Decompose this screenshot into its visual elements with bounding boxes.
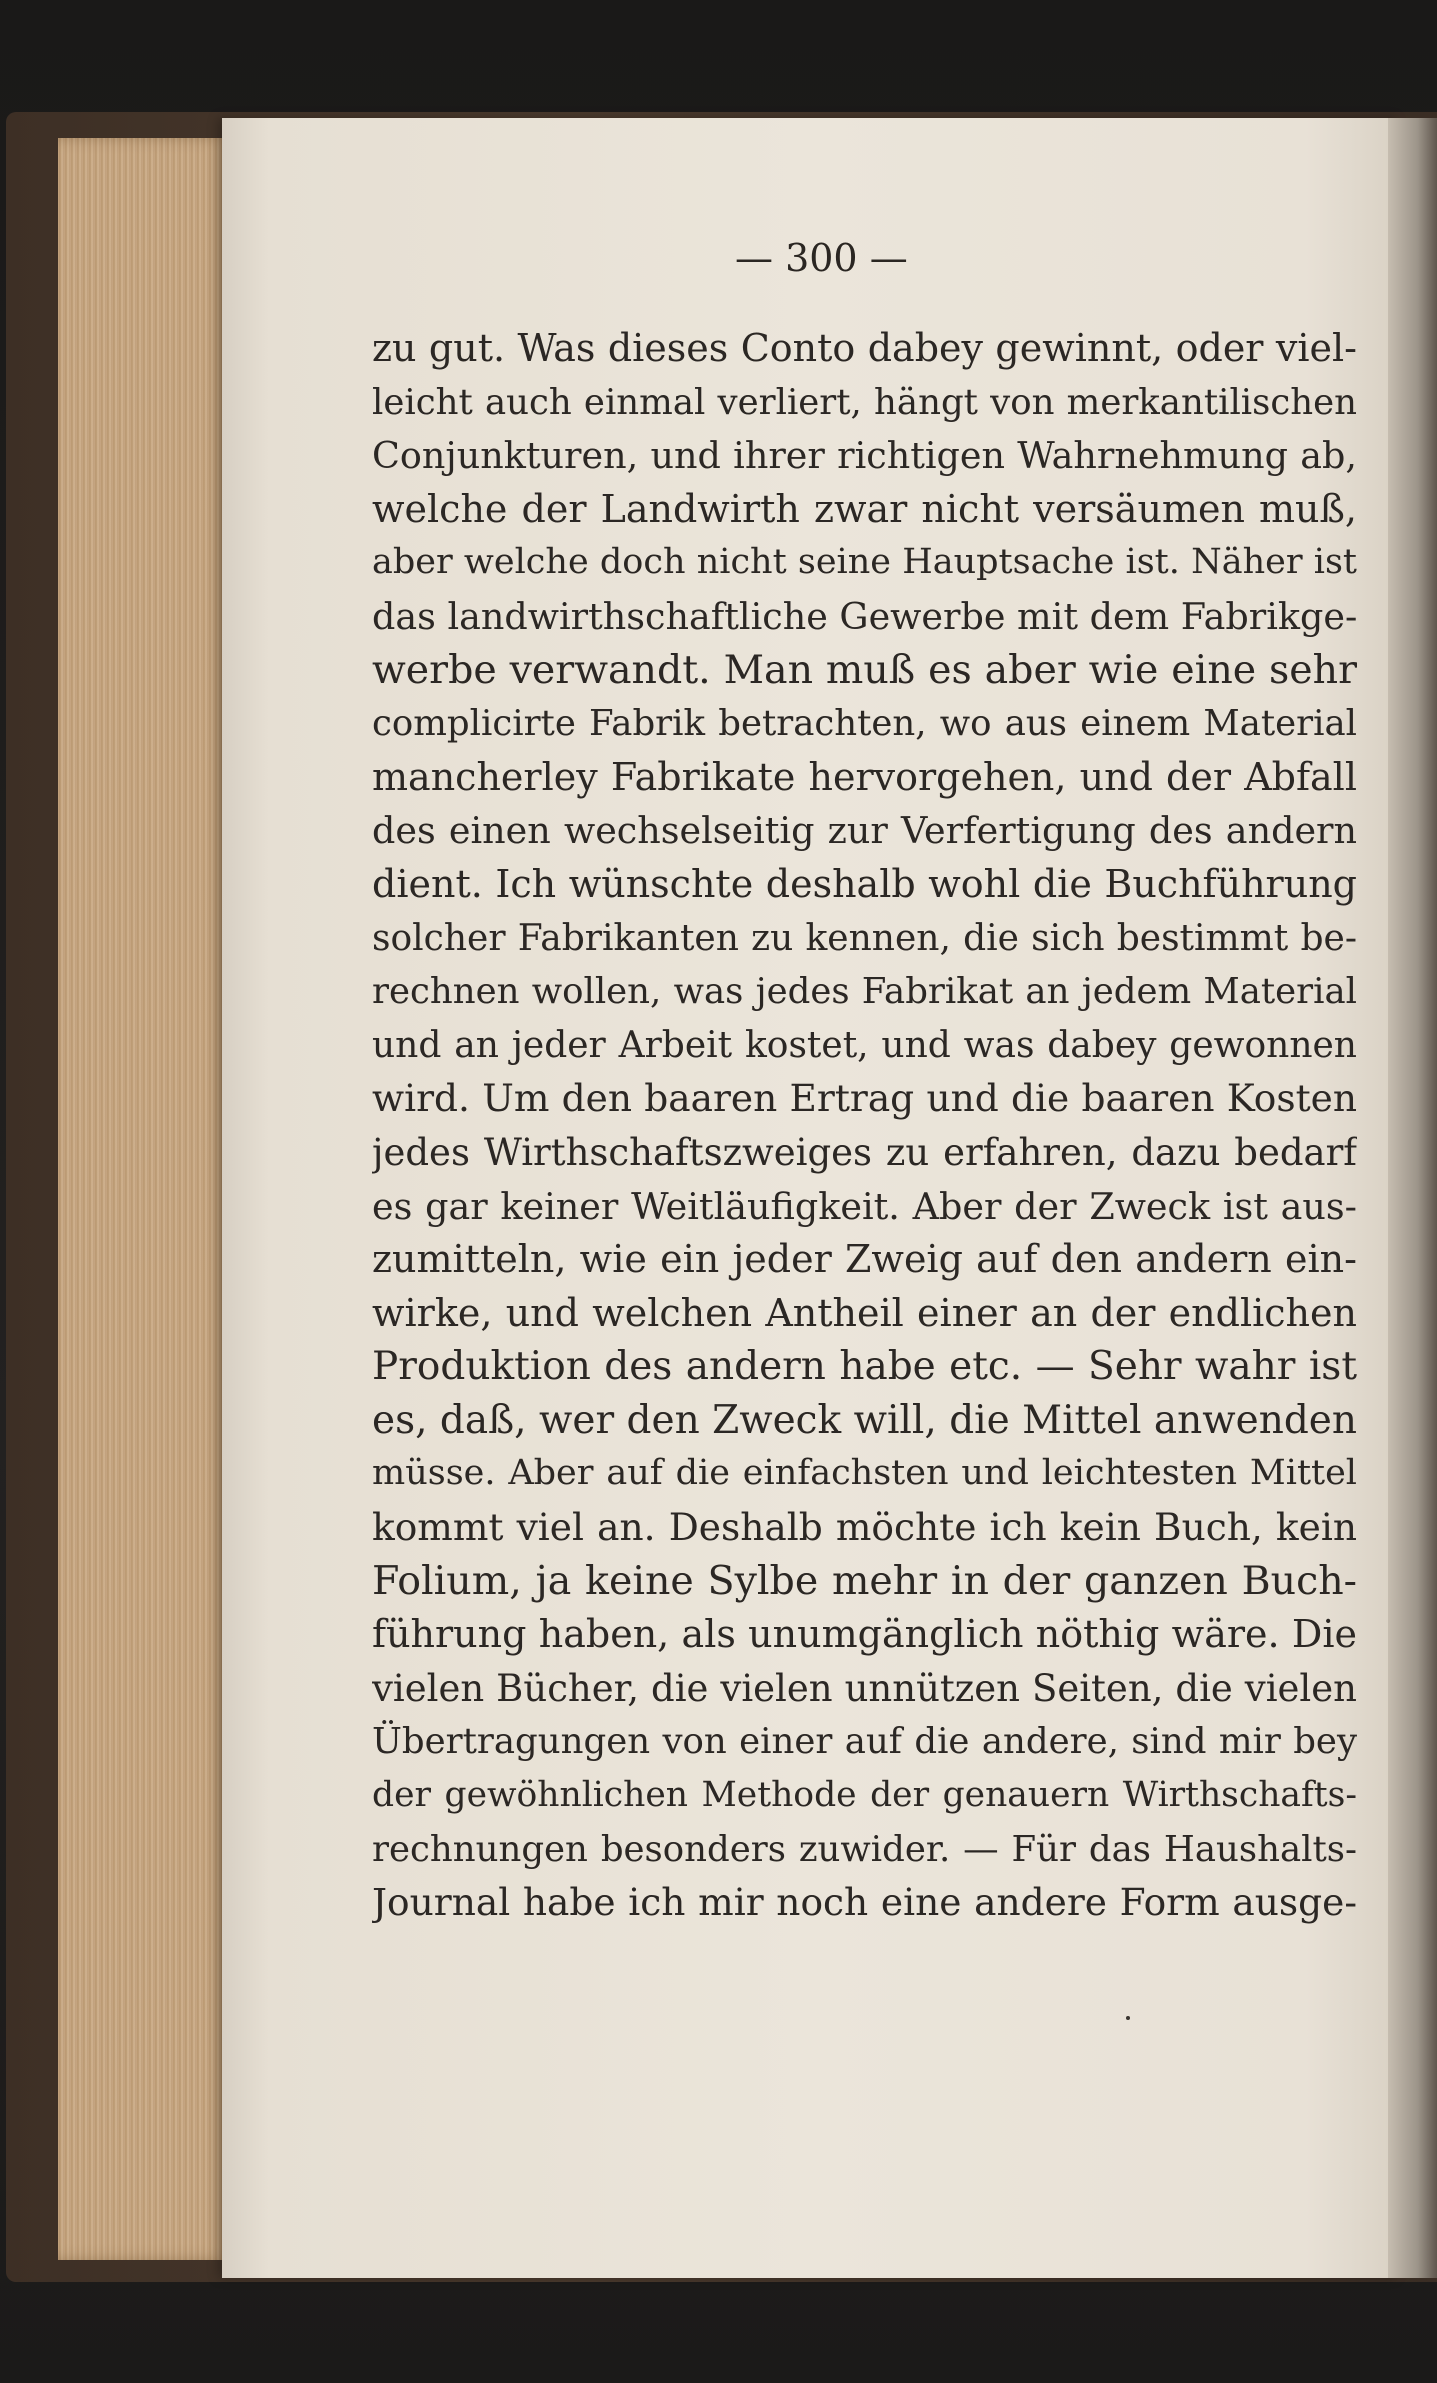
text-line: führung haben, als unumgänglich nöthig wäre. Die <box>372 1612 1357 1657</box>
page-edges <box>58 138 228 2260</box>
text-line: wird. Um den baaren Ertrag und die baaren Kosten <box>372 1076 1357 1121</box>
text-line: complicirte Fabrik betrachten, wo aus einem Material <box>372 703 1357 745</box>
text-line: mancherley Fabrikate hervorgehen, und der Abfall <box>372 754 1357 799</box>
text-line: das landwirthschaftliche Gewerbe mit dem Fabrikge- <box>372 594 1357 638</box>
text-line: Folium, ja keine Sylbe mehr in der ganzen Buch- <box>372 1557 1357 1604</box>
text-line: es gar keiner Weitläufigkeit. Aber der Zweck ist aus- <box>372 1184 1357 1228</box>
text-line: solcher Fabrikanten zu kennen, die sich bestimmt be- <box>372 917 1357 959</box>
text-line: welche der Landwirth zwar nicht versäumen muß, <box>372 486 1357 531</box>
text-line: Produktion des andern habe etc. — Sehr wahr ist <box>372 1344 1357 1390</box>
text-line: Übertragungen von einer auf die andere, sind mir bey <box>372 1721 1357 1763</box>
text-line: des einen wechselseitig zur Verfertigung des andern <box>372 809 1357 853</box>
text-line: leicht auch einmal verliert, hängt von merkantilischen <box>372 381 1357 423</box>
text-line: dient. Ich wünschte deshalb wohl die Buchführung <box>372 861 1357 906</box>
book-gutter <box>1388 118 1437 2278</box>
text-line: und an jeder Arbeit kostet, und was dabey gewonnen <box>372 1024 1357 1066</box>
text-line: zumitteln, wie ein jeder Zweig auf den andern ein- <box>372 1237 1357 1282</box>
text-line: der gewöhnlichen Methode der genauern Wirthschafts- <box>372 1775 1357 1816</box>
text-line: aber welche doch nicht seine Hauptsache ist. Näher ist <box>372 542 1357 583</box>
text-line: jedes Wirthschaftszweiges zu erfahren, dazu bedarf <box>372 1130 1357 1174</box>
text-line: rechnungen besonders zuwider. — Für das Haushalts- <box>372 1828 1357 1870</box>
text-line: Journal habe ich mir noch eine andere Form ausge- <box>372 1880 1357 1925</box>
page-number: — 300 — <box>735 236 908 280</box>
text-line: kommt viel an. Deshalb möchte ich kein Buch, kein <box>372 1505 1357 1550</box>
text-line: zu gut. Was dieses Conto dabey gewinnt, oder viel- <box>372 326 1357 370</box>
paper-speck <box>1126 2016 1130 2020</box>
text-line: wirke, und welchen Antheil einer an der endlichen <box>372 1290 1357 1335</box>
text-line: vielen Bücher, die vielen unnützen Seiten, die vielen <box>372 1666 1357 1710</box>
text-line: müsse. Aber auf die einfachsten und leichtesten Mittel <box>372 1453 1357 1494</box>
text-line: Conjunkturen, und ihrer richtigen Wahrnehmung ab, <box>372 434 1357 478</box>
text-line: es, daß, wer den Zweck will, die Mittel anwenden <box>372 1397 1357 1443</box>
text-line: rechnen wollen, was jedes Fabrikat an jedem Material <box>372 971 1357 1013</box>
page-text <box>372 322 1357 1930</box>
text-line: werbe verwandt. Man muß es aber wie eine sehr <box>372 646 1357 693</box>
